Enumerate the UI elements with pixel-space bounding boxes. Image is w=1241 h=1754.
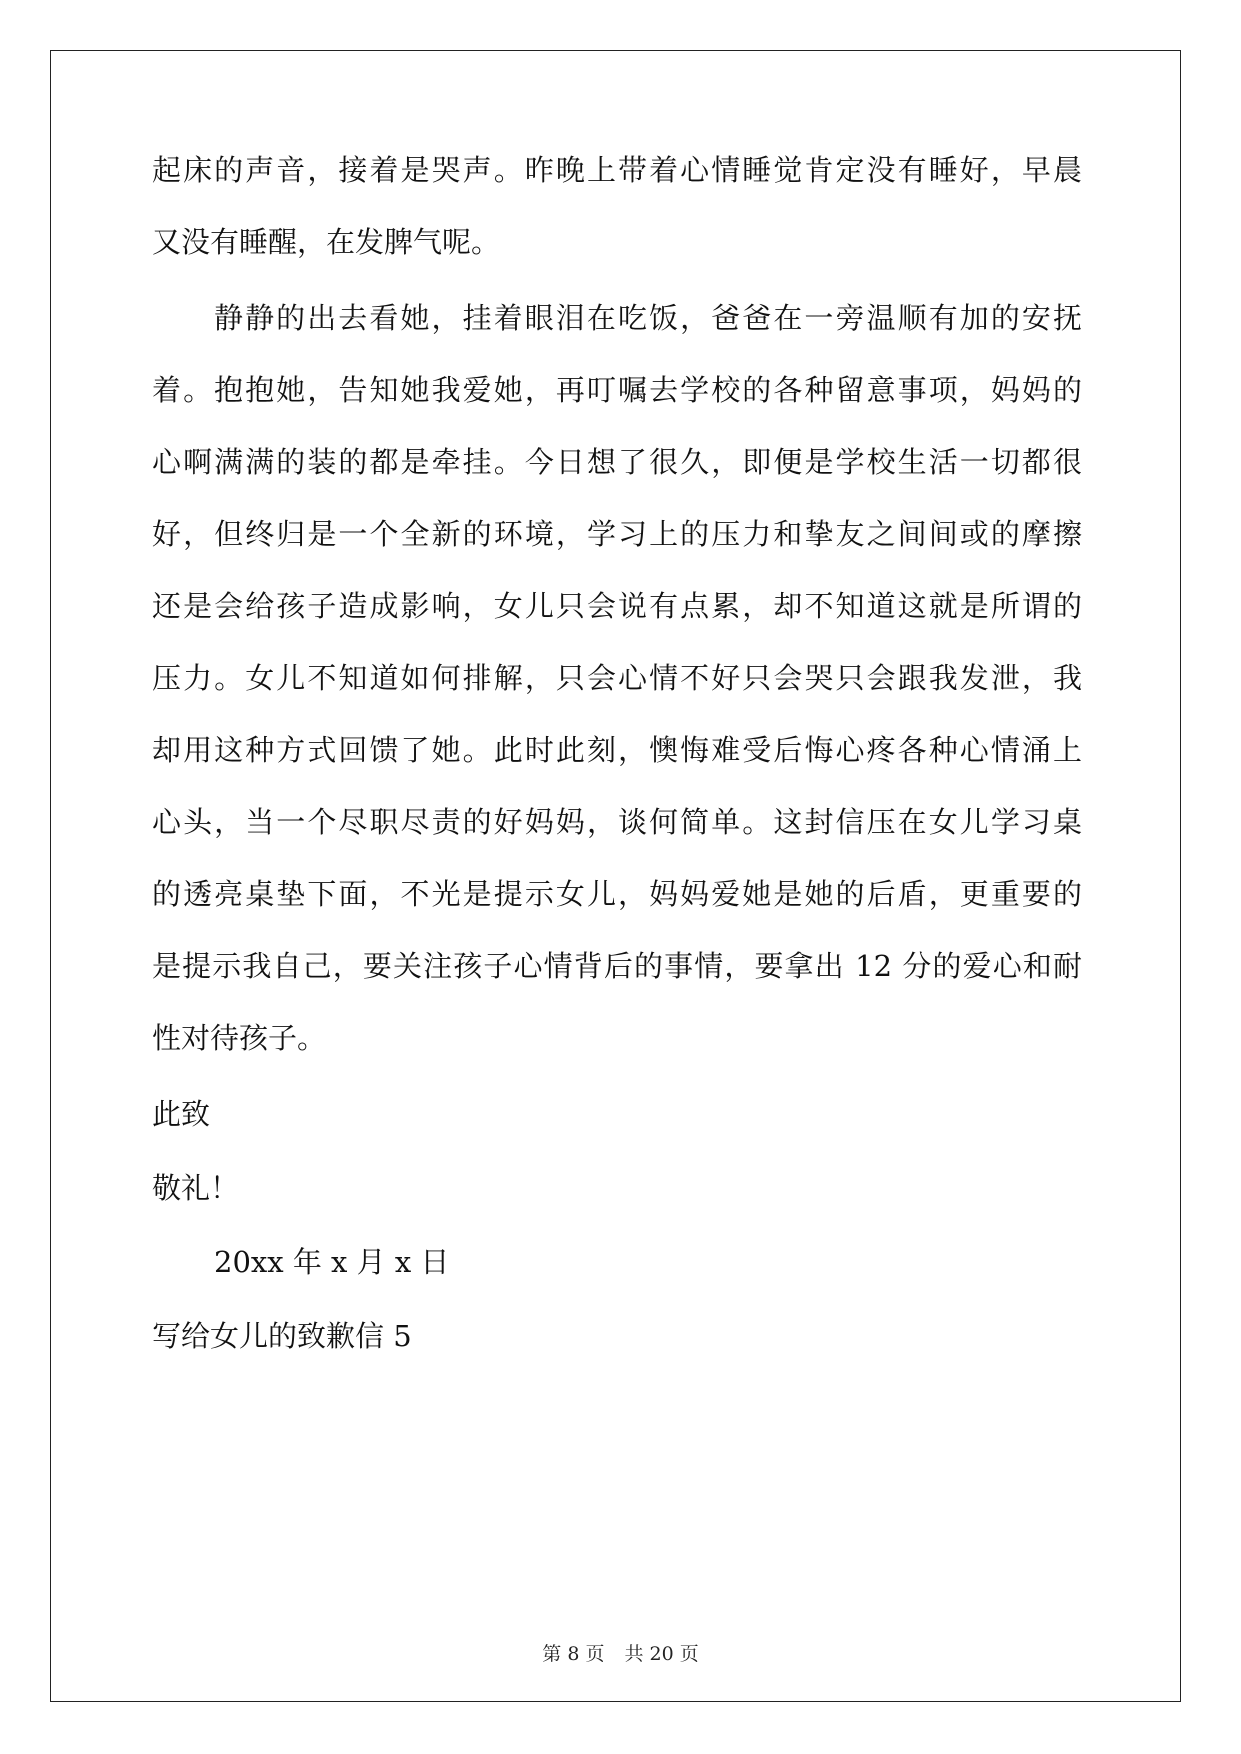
paragraph-line: 起床的声音，接着是哭声。昨晚上带着心情睡觉肯定没有睡好，早晨 [152,153,1082,187]
salutation-line: 此致 [152,1097,211,1131]
page-footer [0,1642,1241,1666]
page-number: 第 8 页 [542,1643,605,1665]
paragraph-line: 着。抱抱她，告知她我爱她，再叮嘱去学校的各种留意事项，妈妈的 [152,373,1082,407]
paragraph-line: 的透亮桌垫下面，不光是提示女儿，妈妈爱她是她的后盾，更重要的 [152,877,1082,911]
page-total: 共 20 页 [624,1643,699,1665]
paragraph-line: 性对待孩子。 [152,1021,327,1055]
paragraph-line: 心头，当一个尽职尽责的好妈妈，谈何简单。这封信压在女儿学习桌 [152,805,1082,839]
section-heading: 写给女儿的致歉信 5 [152,1319,412,1353]
paragraph-line: 好，但终归是一个全新的环境，学习上的压力和挚友之间间或的摩擦 [152,517,1082,551]
paragraph-line: 却用这种方式回馈了她。此时此刻，懊悔难受后悔心疼各种心情涌上 [152,733,1082,767]
paragraph-line: 压力。女儿不知道如何排解，只会心情不好只会哭只会跟我发泄，我 [152,661,1082,695]
closing-line: 敬礼！ [152,1171,240,1205]
paragraph-line: 心啊满满的装的都是牵挂。今日想了很久，即便是学校生活一切都很 [152,445,1082,479]
paragraph-line: 是提示我自己，要关注孩子心情背后的事情，要拿出 12 分的爱心和耐 [152,949,1082,983]
paragraph-line: 静静的出去看她，挂着眼泪在吃饭，爸爸在一旁温顺有加的安抚 [214,301,1082,335]
paragraph-line: 又没有睡醒，在发脾气呢。 [152,225,501,259]
paragraph-line: 还是会给孩子造成影响，女儿只会说有点累，却不知道这就是所谓的 [152,589,1082,623]
date-line: 20xx 年 x 月 x 日 [214,1245,450,1279]
